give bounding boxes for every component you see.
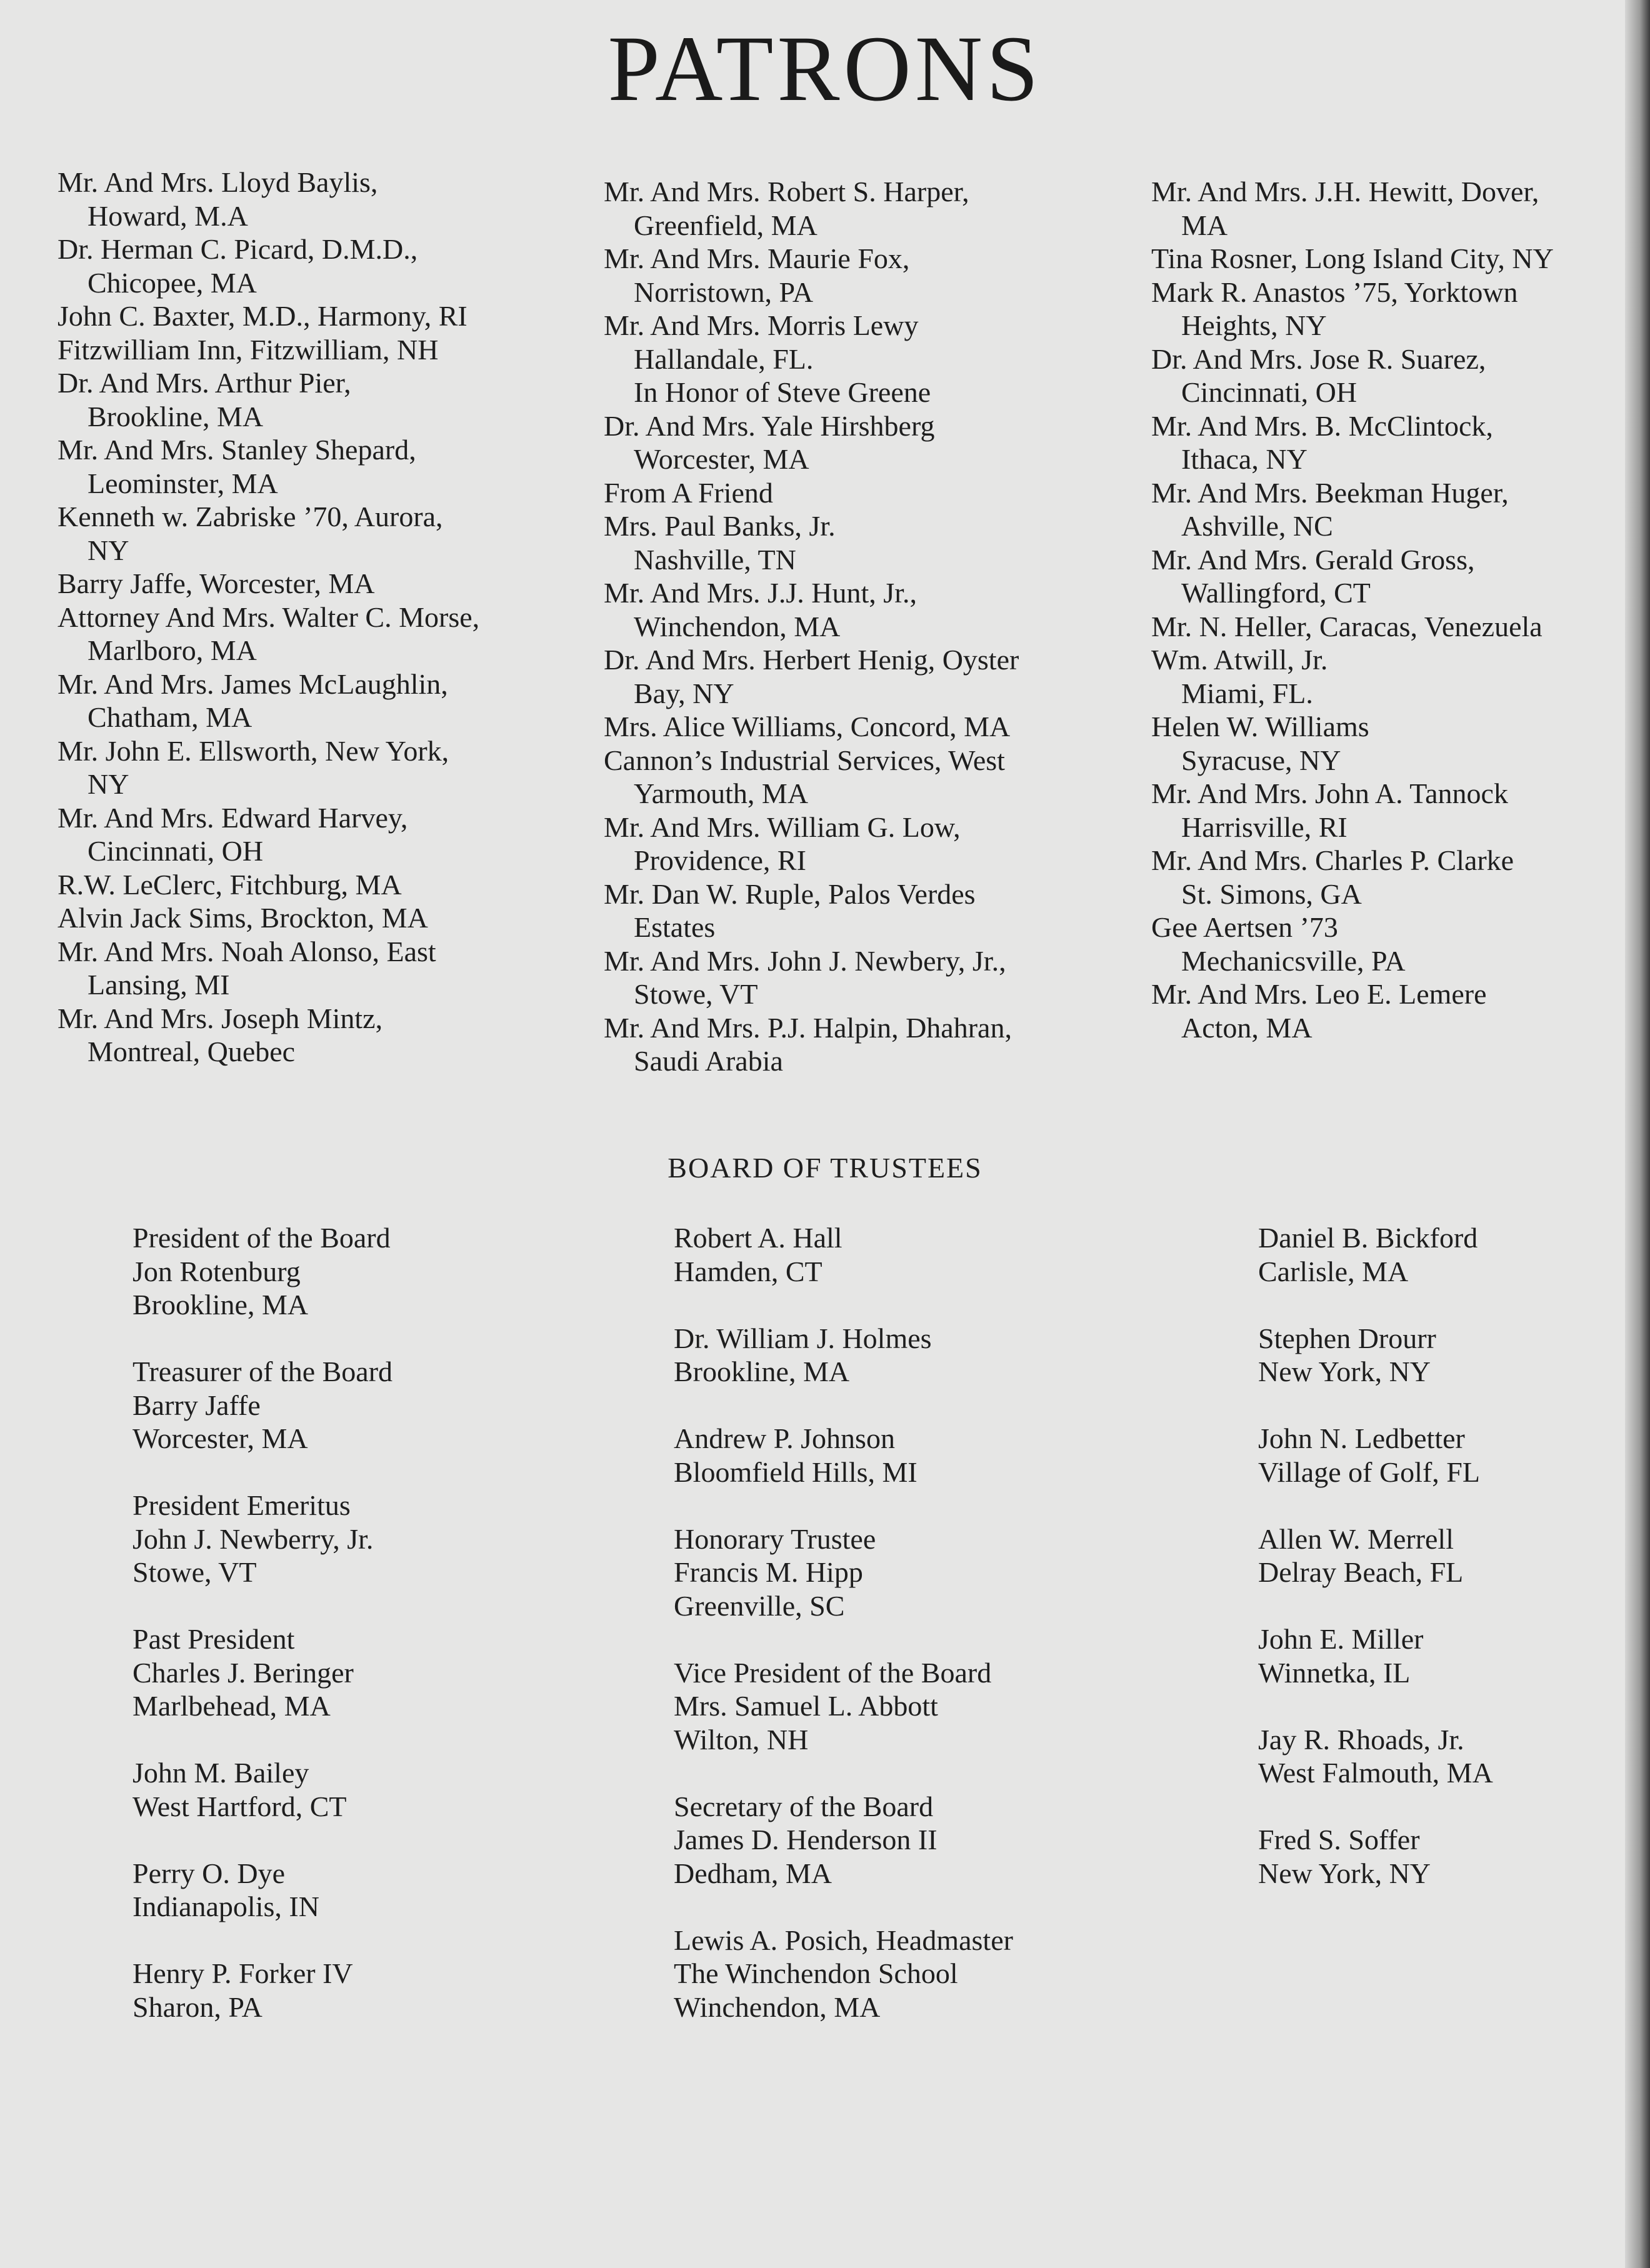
trustees-column-1 — [132, 1221, 632, 2057]
patron-name: Dr. Herman C. Picard, D.M.D., — [58, 233, 418, 265]
trustee-entry — [132, 1622, 632, 1723]
patron-entry — [1151, 175, 1645, 242]
patron-entry — [58, 333, 601, 367]
trustee-line: Past President — [132, 1623, 295, 1655]
patron-location: Cincinnati, OH — [1181, 376, 1358, 408]
patron-location: Greenfield, MA — [634, 209, 818, 241]
patron-location: NY — [88, 534, 129, 566]
patron-entry — [604, 409, 1135, 476]
patron-entry — [1151, 977, 1645, 1044]
trustee-line: Vice President of the Board — [674, 1656, 992, 1689]
trustee-line: Hamden, CT — [674, 1255, 822, 1287]
patron-entry — [58, 433, 601, 500]
patron-name: Mr. And Mrs. Noah Alonso, East — [58, 935, 436, 967]
patron-name: Mr. And Mrs. Robert S. Harper, — [604, 176, 969, 207]
trustee-line: Jon Rotenburg — [132, 1255, 301, 1287]
trustee-line: John E. Miller — [1258, 1623, 1424, 1655]
patron-entry — [604, 1011, 1135, 1078]
patron-name: Wm. Atwill, Jr. — [1151, 644, 1328, 676]
patron-location: Hallandale, FL. — [634, 342, 814, 375]
patron-entry — [1151, 242, 1645, 276]
patron-name: Mr. And Mrs. P.J. Halpin, Dhahran, — [604, 1011, 1012, 1044]
patron-entry — [1151, 844, 1645, 911]
trustee-entry — [132, 1756, 632, 1823]
patron-name: Mr. And Mrs. William G. Low, — [604, 811, 961, 843]
trustee-line: Brookline, MA — [132, 1289, 309, 1321]
trustee-line: New York, NY — [1258, 1356, 1431, 1387]
trustee-line: New York, NY — [1258, 1857, 1431, 1889]
patron-location: NY — [88, 768, 129, 800]
patron-entry — [1151, 643, 1645, 710]
trustee-line: Lewis A. Posich, Headmaster — [674, 1924, 1013, 1956]
trustee-entry — [1258, 1622, 1621, 1689]
trustee-entry — [674, 1790, 1174, 1891]
patron-location: Norristown, PA — [634, 276, 814, 308]
trustee-line: The Winchendon School — [674, 1957, 958, 1989]
patron-name: Mr. N. Heller, Caracas, Venezuela — [1151, 610, 1542, 642]
patron-location: Ashville, NC — [1181, 510, 1333, 542]
patron-entry — [58, 801, 601, 868]
patron-location: Worcester, MA — [634, 443, 809, 475]
patron-location: Heights, NY — [1181, 309, 1327, 341]
patron-name: Gee Aertsen ’73 — [1151, 911, 1338, 943]
patron-location: Ithaca, NY — [1181, 443, 1308, 475]
patron-name: Mr. And Mrs. Stanley Shepard, — [58, 434, 416, 466]
patron-location: Nashville, TN — [634, 543, 796, 576]
patron-name: Dr. And Mrs. Yale Hirshberg — [604, 409, 935, 442]
patron-location: Estates — [634, 911, 716, 943]
trustee-line: Perry O. Dye — [132, 1857, 285, 1889]
patron-entry — [1151, 276, 1645, 342]
patron-name: Mr. And Mrs. Charles P. Clarke — [1151, 844, 1514, 876]
patron-entry — [604, 476, 1135, 510]
trustee-line: Mrs. Samuel L. Abbott — [674, 1690, 938, 1722]
trustee-line: Brookline, MA — [674, 1356, 850, 1387]
trustee-line: Stowe, VT — [132, 1556, 257, 1588]
patron-name: Mr. Dan W. Ruple, Palos Verdes — [604, 877, 976, 910]
patron-name: Mark R. Anastos ’75, Yorktown — [1151, 276, 1518, 308]
patron-name: John C. Baxter, M.D., Harmony, RI — [58, 300, 468, 332]
trustee-line: President Emeritus — [132, 1489, 351, 1521]
trustee-line: Jay R. Rhoads, Jr. — [1258, 1723, 1464, 1756]
patron-entry — [1151, 777, 1645, 844]
trustee-line: Henry P. Forker IV — [132, 1957, 353, 1989]
trustee-line: Village of Golf, FL — [1258, 1456, 1480, 1488]
patron-entry — [604, 509, 1135, 576]
patron-name: Mr. And Mrs. Maurie Fox, — [604, 242, 910, 274]
patron-location: Leominster, MA — [88, 467, 278, 499]
patron-entry — [58, 868, 601, 902]
patron-location: Stowe, VT — [634, 978, 758, 1010]
trustee-line: Francis M. Hipp — [674, 1556, 863, 1588]
patron-location: Syracuse, NY — [1181, 744, 1341, 776]
patron-location: Marlboro, MA — [88, 634, 257, 666]
trustee-entry — [674, 1322, 1174, 1389]
patron-entry — [1151, 409, 1645, 476]
trustee-line: Wilton, NH — [674, 1723, 809, 1756]
trustee-entry — [1258, 1522, 1621, 1589]
patron-entry — [1151, 610, 1645, 644]
trustee-line: Winnetka, IL — [1258, 1656, 1411, 1689]
patron-entry — [1151, 342, 1645, 409]
trustee-entry — [674, 1422, 1174, 1489]
patron-entry — [58, 500, 601, 567]
trustee-line: Treasurer of the Board — [132, 1356, 393, 1387]
patron-entry — [604, 242, 1135, 309]
trustee-line: Stephen Drourr — [1258, 1322, 1436, 1354]
patron-entry — [604, 811, 1135, 877]
trustee-line: Andrew P. Johnson — [674, 1422, 895, 1454]
patron-name: Kenneth w. Zabriske ’70, Aurora, — [58, 501, 443, 532]
patron-name: Mr. And Mrs. John A. Tannock — [1151, 777, 1508, 809]
patron-name: Mr. And Mrs. J.J. Hunt, Jr., — [604, 577, 917, 609]
trustee-line: Secretary of the Board — [674, 1790, 934, 1822]
trustee-entry — [132, 1857, 632, 1924]
patron-name: Attorney And Mrs. Walter C. Morse, — [58, 601, 480, 633]
patron-entry — [58, 601, 601, 667]
trustee-line: James D. Henderson II — [674, 1824, 938, 1856]
trustee-line: Sharon, PA — [132, 1991, 262, 2023]
patron-entry — [604, 576, 1135, 643]
patron-entry — [58, 734, 601, 801]
patron-name: Mr. John E. Ellsworth, New York, — [58, 734, 449, 767]
trustee-line: Allen W. Merrell — [1258, 1522, 1454, 1555]
trustees-column-2 — [674, 1221, 1174, 2057]
patron-location: Howard, M.A — [88, 199, 248, 232]
patron-name: Mr. And Mrs. Joseph Mintz, — [58, 1002, 383, 1034]
patron-location: Chatham, MA — [88, 701, 252, 733]
trustee-entry — [674, 1924, 1174, 2024]
trustee-line: Bloomfield Hills, MI — [674, 1456, 918, 1488]
patron-entry — [58, 299, 601, 333]
patron-location: Providence, RI — [634, 844, 806, 876]
patron-entry — [58, 935, 601, 1002]
trustees-column-3 — [1258, 1221, 1621, 1924]
patron-name: Dr. And Mrs. Arthur Pier, — [58, 367, 351, 399]
patron-name: Alvin Jack Sims, Brockton, MA — [58, 902, 428, 934]
patron-entry — [58, 232, 601, 299]
patron-entry — [58, 366, 601, 433]
trustee-entry — [1258, 1823, 1621, 1890]
patron-location: St. Simons, GA — [1181, 877, 1362, 910]
trustee-entry — [132, 1957, 632, 2024]
trustee-line: John M. Bailey — [132, 1757, 309, 1789]
patron-location: Lansing, MI — [88, 969, 230, 1001]
patron-name: Mr. And Mrs. Edward Harvey, — [58, 801, 408, 834]
patron-entry — [604, 944, 1135, 1011]
page-edge — [1625, 0, 1650, 2268]
trustee-line: Greenville, SC — [674, 1589, 845, 1622]
patron-location: Harrisville, RI — [1181, 811, 1348, 843]
patron-name: Mr. And Mrs. Lloyd Baylis, — [58, 166, 378, 198]
patron-entry — [58, 667, 601, 734]
patron-name: Mr. And Mrs. Morris Lewy — [604, 309, 919, 341]
patron-name: Barry Jaffe, Worcester, MA — [58, 567, 375, 599]
trustee-line: Dedham, MA — [674, 1857, 832, 1889]
patron-name: Mr. And Mrs. James McLaughlin, — [58, 667, 448, 700]
patron-name: Cannon’s Industrial Services, West — [604, 744, 1005, 776]
patron-name: Mr. And Mrs. J.H. Hewitt, Dover, — [1151, 176, 1539, 207]
patron-name: Helen W. Williams — [1151, 711, 1369, 742]
trustee-line: Worcester, MA — [132, 1422, 308, 1454]
patron-entry — [604, 710, 1135, 744]
patron-location: In Honor of Steve Greene — [634, 376, 931, 408]
patron-location: Brookline, MA — [88, 400, 264, 432]
trustee-line: West Hartford, CT — [132, 1790, 347, 1822]
trustee-entry — [132, 1355, 632, 1456]
patron-entry — [604, 643, 1135, 710]
trustee-entry — [1258, 1422, 1621, 1489]
trustee-line: Honorary Trustee — [674, 1522, 876, 1555]
trustee-line: Delray Beach, FL — [1258, 1556, 1464, 1588]
patron-name: Mrs. Alice Williams, Concord, MA — [604, 711, 1011, 742]
patron-entry — [604, 175, 1135, 242]
trustee-line: West Falmouth, MA — [1258, 1757, 1493, 1789]
patron-name: Mrs. Paul Banks, Jr. — [604, 510, 836, 542]
trustee-line: Robert A. Hall — [674, 1222, 842, 1254]
patron-name: R.W. LeClerc, Fitchburg, MA — [58, 868, 402, 901]
trustee-entry — [132, 1489, 632, 1589]
board-heading: BOARD OF TRUSTEES — [668, 1152, 982, 1184]
patron-location: Winchendon, MA — [634, 610, 841, 642]
patron-location: Cincinnati, OH — [88, 835, 264, 867]
trustee-entry — [674, 1221, 1174, 1288]
trustee-entry — [1258, 1221, 1621, 1288]
patron-name: Mr. And Mrs. John J. Newbery, Jr., — [604, 944, 1006, 977]
trustee-entry — [1258, 1723, 1621, 1790]
patron-name: Fitzwilliam Inn, Fitzwilliam, NH — [58, 333, 439, 366]
trustee-line: Charles J. Beringer — [132, 1656, 354, 1689]
patron-location: Chicopee, MA — [88, 266, 257, 299]
trustee-line: Dr. William J. Holmes — [674, 1322, 932, 1354]
patron-location: Acton, MA — [1181, 1011, 1312, 1044]
patron-entry — [58, 1002, 601, 1069]
trustee-entry — [674, 1656, 1174, 1757]
patron-entry — [604, 877, 1135, 944]
trustee-line: Barry Jaffe — [132, 1389, 261, 1421]
trustee-line: Daniel B. Bickford — [1258, 1222, 1478, 1254]
patron-name: Tina Rosner, Long Island City, NY — [1151, 242, 1554, 274]
patron-location: Yarmouth, MA — [634, 777, 809, 809]
trustee-entry — [132, 1221, 632, 1322]
patron-name: From A Friend — [604, 476, 773, 509]
trustee-line: Marlbehead, MA — [132, 1690, 331, 1722]
trustee-line: John N. Ledbetter — [1258, 1422, 1465, 1454]
trustee-line: Carlisle, MA — [1258, 1255, 1409, 1287]
trustee-line: Indianapolis, IN — [132, 1891, 319, 1922]
trustee-entry — [674, 1522, 1174, 1623]
patron-entry — [1151, 911, 1645, 977]
patron-entry — [604, 744, 1135, 811]
patron-entry — [1151, 543, 1645, 610]
patrons-column-1 — [58, 166, 601, 1069]
patron-entry — [58, 567, 601, 601]
patron-name: Mr. And Mrs. B. McClintock, — [1151, 409, 1493, 442]
patron-location: MA — [1181, 209, 1228, 241]
patron-name: Dr. And Mrs. Herbert Henig, Oyster — [604, 644, 1019, 676]
page-title: PATRONS — [608, 17, 1042, 121]
patron-location: Mechanicsville, PA — [1181, 944, 1406, 977]
patron-name: Mr. And Mrs. Gerald Gross, — [1151, 543, 1475, 576]
trustee-entry — [1258, 1322, 1621, 1389]
patron-entry — [1151, 710, 1645, 777]
patron-entry — [58, 166, 601, 232]
patron-name: Mr. And Mrs. Beekman Huger, — [1151, 476, 1509, 509]
trustee-line: President of the Board — [132, 1222, 391, 1254]
patron-name: Dr. And Mrs. Jose R. Suarez, — [1151, 342, 1486, 375]
trustee-line: Fred S. Soffer — [1258, 1824, 1420, 1856]
patron-location: Miami, FL. — [1181, 677, 1313, 709]
patron-entry — [604, 309, 1135, 409]
trustee-line: John J. Newberry, Jr. — [132, 1522, 374, 1555]
patron-location: Saudi Arabia — [634, 1045, 783, 1077]
patron-entry — [58, 901, 601, 935]
patrons-column-3 — [1151, 175, 1645, 1044]
patron-name: Mr. And Mrs. Leo E. Lemere — [1151, 978, 1487, 1010]
trustee-line: Winchendon, MA — [674, 1991, 881, 2023]
patron-location: Bay, NY — [634, 677, 734, 709]
patron-entry — [1151, 476, 1645, 543]
patron-location: Montreal, Quebec — [88, 1036, 296, 1067]
patrons-column-2 — [604, 175, 1135, 1078]
patron-location: Wallingford, CT — [1181, 577, 1371, 609]
